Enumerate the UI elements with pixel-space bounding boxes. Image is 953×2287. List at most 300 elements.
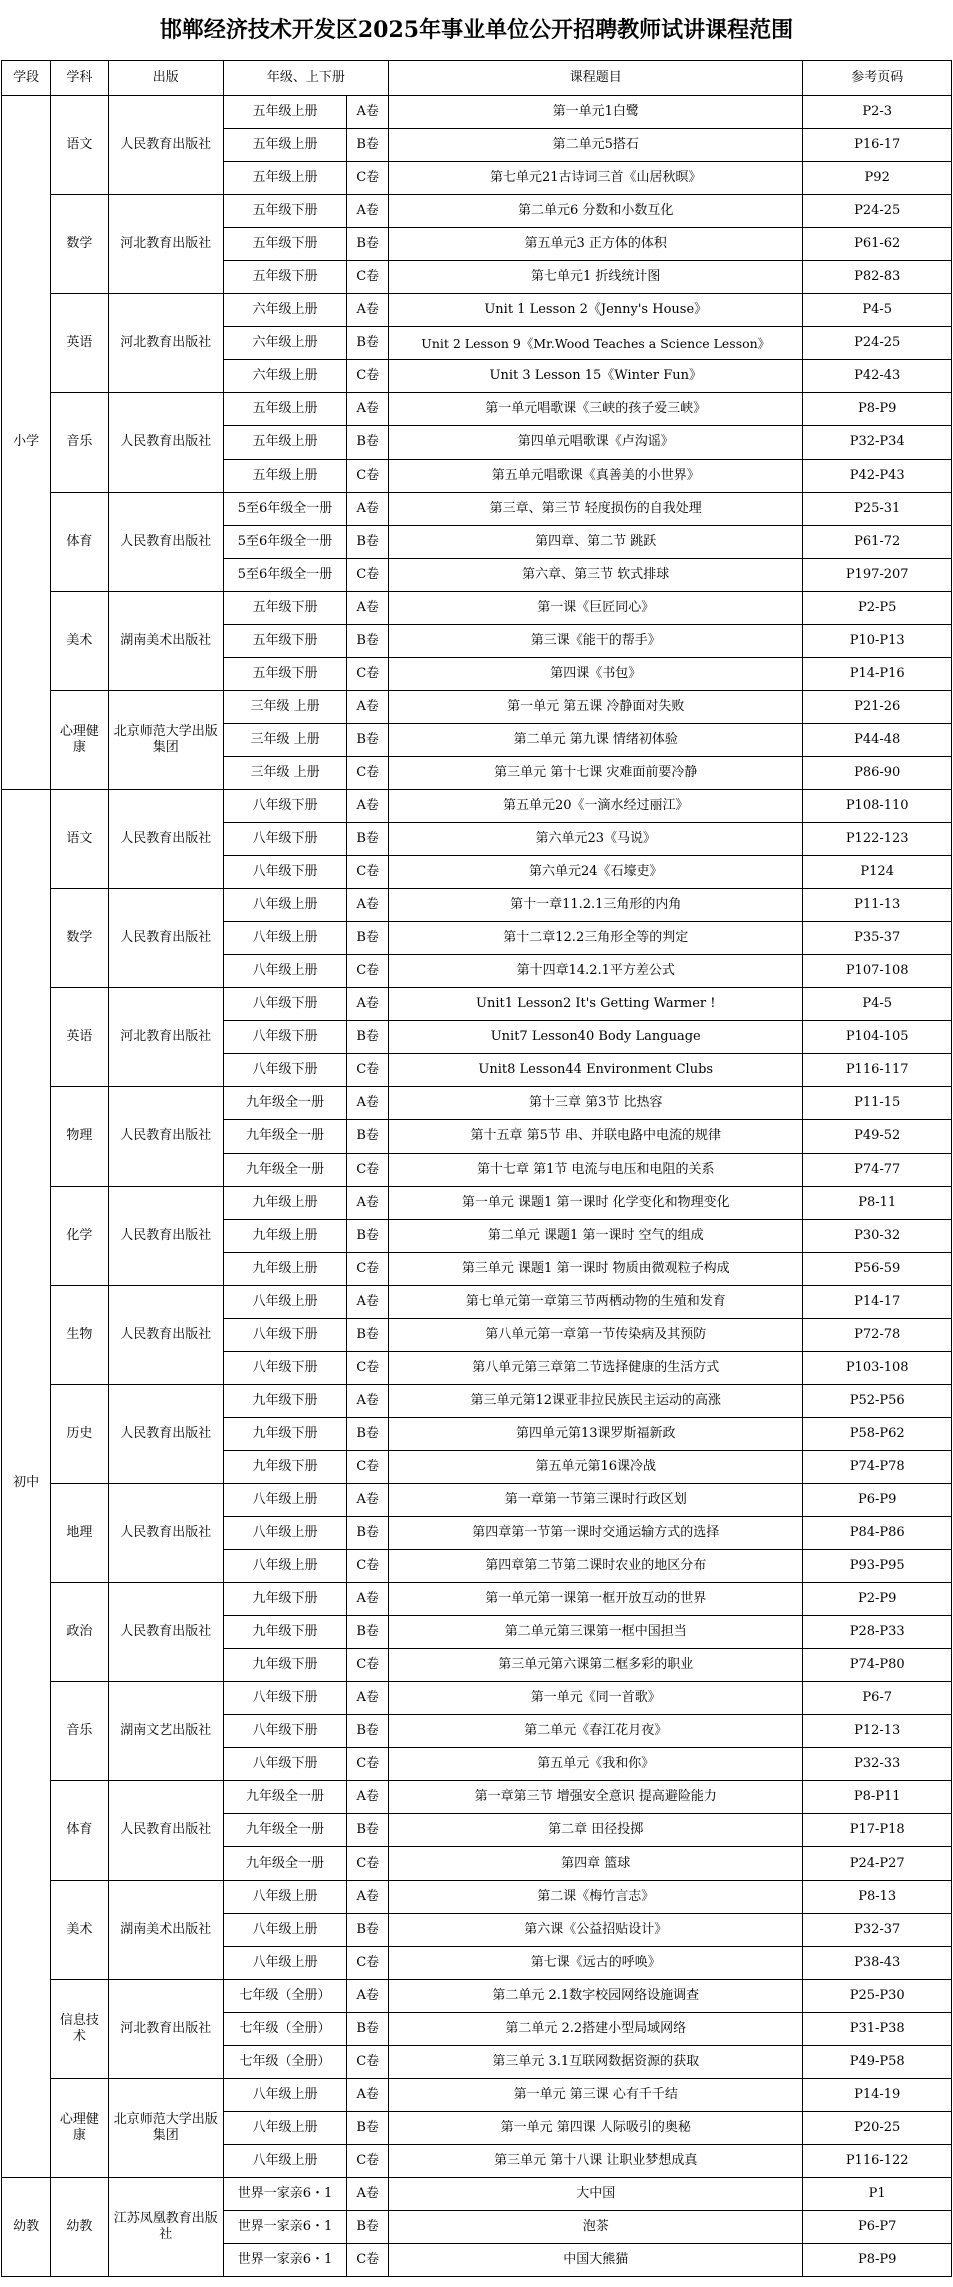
topic-cell: 第一单元唱歌课《三峡的孩子爱三峡》 bbox=[389, 393, 803, 426]
grade-cell: 八年级上册 bbox=[223, 1913, 346, 1946]
pages-cell: P74-77 bbox=[803, 1153, 952, 1186]
volume-cell: A卷 bbox=[347, 988, 389, 1021]
table-row bbox=[2, 96, 952, 129]
document-title: 邯郸经济技术开发区2025年事业单位公开招聘教师试讲课程范围 bbox=[159, 17, 794, 43]
pages-cell: P42-43 bbox=[803, 360, 952, 393]
topic-cell: 第五单元20《一滴水经过丽江》 bbox=[389, 789, 803, 822]
topic-cell: 第四章、第二节 跳跃 bbox=[389, 525, 803, 558]
volume-cell: C卷 bbox=[347, 1550, 389, 1583]
topic-cell: 第十五章 第5节 串、并联电路中电流的规律 bbox=[389, 1120, 803, 1153]
volume-cell: C卷 bbox=[347, 261, 389, 294]
grade-cell: 六年级上册 bbox=[223, 294, 346, 327]
volume-cell: A卷 bbox=[347, 393, 389, 426]
grade-cell: 八年级上册 bbox=[223, 889, 346, 922]
publisher-cell: 河北教育出版社 bbox=[108, 195, 223, 294]
topic-cell: 第五单元唱歌课《真善美的小世界》 bbox=[389, 459, 803, 492]
subject-cell: 美术 bbox=[51, 591, 109, 690]
topic-cell: 第四课《书包》 bbox=[389, 657, 803, 690]
topic-cell: 第二单元5搭石 bbox=[389, 129, 803, 162]
grade-cell: 八年级上册 bbox=[223, 955, 346, 988]
volume-cell: C卷 bbox=[347, 558, 389, 591]
publisher-cell: 人民教育出版社 bbox=[108, 393, 223, 492]
grade-cell: 八年级下册 bbox=[223, 1682, 346, 1715]
pages-cell: P31-P38 bbox=[803, 2012, 952, 2045]
volume-cell: A卷 bbox=[347, 1483, 389, 1516]
grade-cell: 五年级上册 bbox=[223, 129, 346, 162]
volume-cell: B卷 bbox=[347, 823, 389, 856]
publisher-cell: 河北教育出版社 bbox=[108, 988, 223, 1087]
grade-cell: 九年级全一册 bbox=[223, 1781, 346, 1814]
pages-cell: P28-P33 bbox=[803, 1616, 952, 1649]
table-row bbox=[2, 393, 952, 426]
grade-cell: 八年级下册 bbox=[223, 856, 346, 889]
pages-cell: P14-19 bbox=[803, 2078, 952, 2111]
grade-cell: 七年级（全册） bbox=[223, 2012, 346, 2045]
grade-cell: 5至6年级全一册 bbox=[223, 525, 346, 558]
volume-cell: A卷 bbox=[347, 1979, 389, 2012]
grade-cell: 九年级全一册 bbox=[223, 1120, 346, 1153]
pages-cell: P35-37 bbox=[803, 922, 952, 955]
pages-cell: P8-13 bbox=[803, 1880, 952, 1913]
topic-cell: 第三单元第六课第二框多彩的职业 bbox=[389, 1649, 803, 1682]
stage-cell: 初中 bbox=[2, 789, 51, 2177]
publisher-cell: 北京师范大学出版集团 bbox=[108, 2078, 223, 2177]
pages-cell: P52-P56 bbox=[803, 1384, 952, 1417]
pages-cell: P104-105 bbox=[803, 1021, 952, 1054]
pages-cell: P116-117 bbox=[803, 1054, 952, 1087]
volume-cell: B卷 bbox=[347, 129, 389, 162]
publisher-cell: 人民教育出版社 bbox=[108, 1583, 223, 1682]
pages-cell: P42-P43 bbox=[803, 459, 952, 492]
topic-cell: Unit 2 Lesson 9《Mr.Wood Teaches a Science Lesson》 bbox=[389, 327, 803, 360]
publisher-cell: 人民教育出版社 bbox=[108, 1186, 223, 1285]
pages-cell: P2-3 bbox=[803, 96, 952, 129]
volume-cell: B卷 bbox=[347, 922, 389, 955]
grade-cell: 七年级（全册） bbox=[223, 2045, 346, 2078]
topic-cell: 第七单元第一章第三节两栖动物的生殖和发育 bbox=[389, 1285, 803, 1318]
pages-cell: P8-P9 bbox=[803, 393, 952, 426]
pages-cell: P84-P86 bbox=[803, 1517, 952, 1550]
header-pages: 参考页码 bbox=[803, 61, 952, 96]
grade-cell: 九年级下册 bbox=[223, 1417, 346, 1450]
grade-cell: 九年级下册 bbox=[223, 1583, 346, 1616]
pages-cell: P24-25 bbox=[803, 195, 952, 228]
topic-cell: 第十三章 第3节 比热容 bbox=[389, 1087, 803, 1120]
publisher-cell: 人民教育出版社 bbox=[108, 1285, 223, 1384]
topic-cell: 第三课《能干的帮手》 bbox=[389, 624, 803, 657]
topic-cell: 第二章 田径投掷 bbox=[389, 1814, 803, 1847]
pages-cell: P8-P9 bbox=[803, 2244, 952, 2277]
pages-cell: P32-37 bbox=[803, 1913, 952, 1946]
topic-cell: 第二单元《春江花月夜》 bbox=[389, 1715, 803, 1748]
grade-cell: 五年级上册 bbox=[223, 459, 346, 492]
pages-cell: P25-P30 bbox=[803, 1979, 952, 2012]
table-row bbox=[2, 2177, 952, 2210]
topic-cell: 第十七章 第1节 电流与电压和电阻的关系 bbox=[389, 1153, 803, 1186]
topic-cell: Unit 1 Lesson 2《Jenny's House》 bbox=[389, 294, 803, 327]
topic-cell: 中国大熊猫 bbox=[389, 2244, 803, 2277]
subject-cell: 音乐 bbox=[51, 1682, 109, 1781]
stage-cell: 幼教 bbox=[2, 2177, 51, 2276]
grade-cell: 八年级下册 bbox=[223, 1351, 346, 1384]
pages-cell: P2-P9 bbox=[803, 1583, 952, 1616]
pages-cell: P197-207 bbox=[803, 558, 952, 591]
publisher-cell: 江苏凤凰教育出版社 bbox=[108, 2177, 223, 2276]
volume-cell: B卷 bbox=[347, 2111, 389, 2144]
pages-cell: P58-P62 bbox=[803, 1417, 952, 1450]
header-subject: 学科 bbox=[51, 61, 109, 96]
topic-cell: 第四章 篮球 bbox=[389, 1847, 803, 1880]
grade-cell: 八年级下册 bbox=[223, 1715, 346, 1748]
pages-cell: P4-5 bbox=[803, 294, 952, 327]
topic-cell: 第八单元第三章第二节选择健康的生活方式 bbox=[389, 1351, 803, 1384]
topic-cell: 第十二章12.2三角形全等的判定 bbox=[389, 922, 803, 955]
table-row bbox=[2, 1186, 952, 1219]
pages-cell: P21-26 bbox=[803, 690, 952, 723]
volume-cell: A卷 bbox=[347, 690, 389, 723]
table-row bbox=[2, 1979, 952, 2012]
topic-cell: 第一章第三节 增强安全意识 提高避险能力 bbox=[389, 1781, 803, 1814]
grade-cell: 八年级上册 bbox=[223, 922, 346, 955]
topic-cell: 第二单元第三课第一框中国担当 bbox=[389, 1616, 803, 1649]
table-row bbox=[2, 889, 952, 922]
table-row bbox=[2, 988, 952, 1021]
subject-cell: 数学 bbox=[51, 889, 109, 988]
volume-cell: C卷 bbox=[347, 756, 389, 789]
volume-cell: A卷 bbox=[347, 294, 389, 327]
volume-cell: C卷 bbox=[347, 2244, 389, 2277]
volume-cell: A卷 bbox=[347, 1285, 389, 1318]
topic-cell: 第一单元 第四课 人际吸引的奥秘 bbox=[389, 2111, 803, 2144]
table-row bbox=[2, 1483, 952, 1516]
volume-cell: B卷 bbox=[347, 1120, 389, 1153]
volume-cell: C卷 bbox=[347, 1649, 389, 1682]
volume-cell: B卷 bbox=[347, 1814, 389, 1847]
grade-cell: 九年级下册 bbox=[223, 1384, 346, 1417]
table-row bbox=[2, 1087, 952, 1120]
pages-cell: P12-13 bbox=[803, 1715, 952, 1748]
topic-cell: 第一单元1白鹭 bbox=[389, 96, 803, 129]
pages-cell: P11-15 bbox=[803, 1087, 952, 1120]
volume-cell: A卷 bbox=[347, 195, 389, 228]
volume-cell: A卷 bbox=[347, 2078, 389, 2111]
pages-cell: P38-43 bbox=[803, 1946, 952, 1979]
grade-cell: 八年级上册 bbox=[223, 1483, 346, 1516]
grade-cell: 九年级下册 bbox=[223, 1450, 346, 1483]
table-row bbox=[2, 1781, 952, 1814]
volume-cell: B卷 bbox=[347, 2012, 389, 2045]
volume-cell: C卷 bbox=[347, 2144, 389, 2177]
grade-cell: 五年级下册 bbox=[223, 624, 346, 657]
volume-cell: B卷 bbox=[347, 1219, 389, 1252]
topic-cell: 第三单元 课题1 第一课时 物质由微观粒子构成 bbox=[389, 1252, 803, 1285]
grade-cell: 九年级上册 bbox=[223, 1252, 346, 1285]
subject-cell: 美术 bbox=[51, 1880, 109, 1979]
pages-cell: P32-33 bbox=[803, 1748, 952, 1781]
topic-cell: 第六单元23《马说》 bbox=[389, 823, 803, 856]
grade-cell: 八年级下册 bbox=[223, 1748, 346, 1781]
grade-cell: 三年级 上册 bbox=[223, 690, 346, 723]
volume-cell: B卷 bbox=[347, 1021, 389, 1054]
volume-cell: B卷 bbox=[347, 1616, 389, 1649]
pages-cell: P44-48 bbox=[803, 723, 952, 756]
course-range-table bbox=[1, 60, 952, 2277]
grade-cell: 五年级下册 bbox=[223, 228, 346, 261]
pages-cell: P30-32 bbox=[803, 1219, 952, 1252]
topic-cell: 第一单元 课题1 第一课时 化学变化和物理变化 bbox=[389, 1186, 803, 1219]
topic-cell: 第一单元 第三课 心有千千结 bbox=[389, 2078, 803, 2111]
pages-cell: P6-P7 bbox=[803, 2211, 952, 2244]
grade-cell: 五年级下册 bbox=[223, 591, 346, 624]
grade-cell: 六年级上册 bbox=[223, 360, 346, 393]
grade-cell: 八年级上册 bbox=[223, 1285, 346, 1318]
topic-cell: 第三单元 第十八课 让职业梦想成真 bbox=[389, 2144, 803, 2177]
table-row bbox=[2, 789, 952, 822]
volume-cell: B卷 bbox=[347, 1318, 389, 1351]
pages-cell: P108-110 bbox=[803, 789, 952, 822]
pages-cell: P20-25 bbox=[803, 2111, 952, 2144]
topic-cell: 第三单元 第十七课 灾难面前要冷静 bbox=[389, 756, 803, 789]
grade-cell: 八年级上册 bbox=[223, 2111, 346, 2144]
volume-cell: C卷 bbox=[347, 459, 389, 492]
grade-cell: 九年级全一册 bbox=[223, 1087, 346, 1120]
subject-cell: 幼教 bbox=[51, 2177, 109, 2276]
pages-cell: P17-P18 bbox=[803, 1814, 952, 1847]
grade-cell: 五年级上册 bbox=[223, 96, 346, 129]
topic-cell: 第十一章11.2.1三角形的内角 bbox=[389, 889, 803, 922]
pages-cell: P82-83 bbox=[803, 261, 952, 294]
grade-cell: 九年级全一册 bbox=[223, 1814, 346, 1847]
volume-cell: A卷 bbox=[347, 789, 389, 822]
grade-cell: 六年级上册 bbox=[223, 327, 346, 360]
volume-cell: A卷 bbox=[347, 492, 389, 525]
table-row bbox=[2, 294, 952, 327]
topic-cell: 第六章、第三节 软式排球 bbox=[389, 558, 803, 591]
grade-cell: 八年级下册 bbox=[223, 789, 346, 822]
pages-cell: P116-122 bbox=[803, 2144, 952, 2177]
volume-cell: C卷 bbox=[347, 1054, 389, 1087]
pages-cell: P86-90 bbox=[803, 756, 952, 789]
volume-cell: A卷 bbox=[347, 2177, 389, 2210]
grade-cell: 八年级上册 bbox=[223, 1946, 346, 1979]
volume-cell: A卷 bbox=[347, 96, 389, 129]
volume-cell: A卷 bbox=[347, 1583, 389, 1616]
grade-cell: 八年级上册 bbox=[223, 1880, 346, 1913]
table-body bbox=[2, 96, 952, 2277]
volume-cell: A卷 bbox=[347, 1186, 389, 1219]
grade-cell: 五年级上册 bbox=[223, 162, 346, 195]
grade-cell: 八年级下册 bbox=[223, 1054, 346, 1087]
volume-cell: A卷 bbox=[347, 1384, 389, 1417]
topic-cell: 第一单元 第五课 冷静面对失败 bbox=[389, 690, 803, 723]
table-row bbox=[2, 1384, 952, 1417]
subject-cell: 英语 bbox=[51, 294, 109, 393]
grade-cell: 九年级下册 bbox=[223, 1649, 346, 1682]
subject-cell: 音乐 bbox=[51, 393, 109, 492]
subject-cell: 体育 bbox=[51, 492, 109, 591]
volume-cell: C卷 bbox=[347, 1252, 389, 1285]
pages-cell: P14-17 bbox=[803, 1285, 952, 1318]
topic-cell: 第四单元第13课罗斯福新政 bbox=[389, 1417, 803, 1450]
pages-cell: P14-P16 bbox=[803, 657, 952, 690]
table-row bbox=[2, 1880, 952, 1913]
topic-cell: Unit8 Lesson44 Environment Clubs bbox=[389, 1054, 803, 1087]
subject-cell: 政治 bbox=[51, 1583, 109, 1682]
volume-cell: C卷 bbox=[347, 1748, 389, 1781]
pages-cell: P74-P80 bbox=[803, 1649, 952, 1682]
grade-cell: 八年级上册 bbox=[223, 2078, 346, 2111]
grade-cell: 五年级下册 bbox=[223, 195, 346, 228]
subject-cell: 化学 bbox=[51, 1186, 109, 1285]
grade-cell: 九年级下册 bbox=[223, 1616, 346, 1649]
topic-cell: 第七单元1 折线统计图 bbox=[389, 261, 803, 294]
volume-cell: B卷 bbox=[347, 1715, 389, 1748]
subject-cell: 英语 bbox=[51, 988, 109, 1087]
header-grade: 年级、上下册 bbox=[223, 61, 388, 96]
topic-cell: 第一章第一节第三课时行政区划 bbox=[389, 1483, 803, 1516]
pages-cell: P56-59 bbox=[803, 1252, 952, 1285]
volume-cell: C卷 bbox=[347, 2045, 389, 2078]
volume-cell: C卷 bbox=[347, 1153, 389, 1186]
pages-cell: P25-31 bbox=[803, 492, 952, 525]
topic-cell: Unit 3 Lesson 15《Winter Fun》 bbox=[389, 360, 803, 393]
pages-cell: P49-P58 bbox=[803, 2045, 952, 2078]
topic-cell: 第七课《远古的呼唤》 bbox=[389, 1946, 803, 1979]
volume-cell: A卷 bbox=[347, 889, 389, 922]
subject-cell: 地理 bbox=[51, 1483, 109, 1582]
publisher-cell: 人民教育出版社 bbox=[108, 1087, 223, 1186]
topic-cell: 第三单元 3.1互联网数据资源的获取 bbox=[389, 2045, 803, 2078]
pages-cell: P32-P34 bbox=[803, 426, 952, 459]
grade-cell: 九年级上册 bbox=[223, 1219, 346, 1252]
table-row bbox=[2, 1583, 952, 1616]
subject-cell: 心理健康 bbox=[51, 2078, 109, 2177]
pages-cell: P92 bbox=[803, 162, 952, 195]
topic-cell: Unit1 Lesson2 It's Getting Warmer ! bbox=[389, 988, 803, 1021]
topic-cell: 第三单元第12课亚非拉民族民主运动的高涨 bbox=[389, 1384, 803, 1417]
volume-cell: C卷 bbox=[347, 856, 389, 889]
volume-cell: C卷 bbox=[347, 657, 389, 690]
topic-cell: 第六单元24《石壕吏》 bbox=[389, 856, 803, 889]
subject-cell: 历史 bbox=[51, 1384, 109, 1483]
publisher-cell: 人民教育出版社 bbox=[108, 492, 223, 591]
pages-cell: P2-P5 bbox=[803, 591, 952, 624]
grade-cell: 九年级全一册 bbox=[223, 1847, 346, 1880]
grade-cell: 世界一家亲6・1 bbox=[223, 2211, 346, 2244]
pages-cell: P8-11 bbox=[803, 1186, 952, 1219]
table-row bbox=[2, 195, 952, 228]
table-row bbox=[2, 1285, 952, 1318]
pages-cell: P74-P78 bbox=[803, 1450, 952, 1483]
volume-cell: B卷 bbox=[347, 426, 389, 459]
subject-cell: 物理 bbox=[51, 1087, 109, 1186]
table-row bbox=[2, 2078, 952, 2111]
publisher-cell: 湖南美术出版社 bbox=[108, 591, 223, 690]
publisher-cell: 北京师范大学出版集团 bbox=[108, 690, 223, 789]
volume-cell: C卷 bbox=[347, 1847, 389, 1880]
volume-cell: B卷 bbox=[347, 327, 389, 360]
table-row bbox=[2, 690, 952, 723]
volume-cell: B卷 bbox=[347, 723, 389, 756]
grade-cell: 八年级上册 bbox=[223, 1550, 346, 1583]
pages-cell: P49-52 bbox=[803, 1120, 952, 1153]
volume-cell: C卷 bbox=[347, 360, 389, 393]
volume-cell: C卷 bbox=[347, 1450, 389, 1483]
topic-cell: 第六课《公益招贴设计》 bbox=[389, 1913, 803, 1946]
topic-cell: 第八单元第一章第一节传染病及其预防 bbox=[389, 1318, 803, 1351]
pages-cell: P107-108 bbox=[803, 955, 952, 988]
grade-cell: 八年级下册 bbox=[223, 1318, 346, 1351]
stage-cell: 小学 bbox=[2, 96, 51, 790]
topic-cell: 第二单元 课题1 第一课时 空气的组成 bbox=[389, 1219, 803, 1252]
volume-cell: B卷 bbox=[347, 525, 389, 558]
volume-cell: C卷 bbox=[347, 1351, 389, 1384]
pages-cell: P24-P27 bbox=[803, 1847, 952, 1880]
pages-cell: P6-7 bbox=[803, 1682, 952, 1715]
topic-cell: 第七单元21古诗词三首《山居秋暝》 bbox=[389, 162, 803, 195]
volume-cell: B卷 bbox=[347, 228, 389, 261]
volume-cell: A卷 bbox=[347, 1781, 389, 1814]
volume-cell: B卷 bbox=[347, 2211, 389, 2244]
pages-cell: P122-123 bbox=[803, 823, 952, 856]
header-publisher: 出版 bbox=[108, 61, 223, 96]
table-row bbox=[2, 591, 952, 624]
topic-cell: Unit7 Lesson40 Body Language bbox=[389, 1021, 803, 1054]
grade-cell: 五年级下册 bbox=[223, 657, 346, 690]
volume-cell: B卷 bbox=[347, 624, 389, 657]
subject-cell: 数学 bbox=[51, 195, 109, 294]
volume-cell: A卷 bbox=[347, 1880, 389, 1913]
header-topic: 课程题目 bbox=[389, 61, 803, 96]
publisher-cell: 河北教育出版社 bbox=[108, 1979, 223, 2078]
grade-cell: 九年级全一册 bbox=[223, 1153, 346, 1186]
pages-cell: P24-25 bbox=[803, 327, 952, 360]
publisher-cell: 河北教育出版社 bbox=[108, 294, 223, 393]
pages-cell: P16-17 bbox=[803, 129, 952, 162]
publisher-cell: 人民教育出版社 bbox=[108, 1483, 223, 1582]
pages-cell: P4-5 bbox=[803, 988, 952, 1021]
pages-cell: P61-72 bbox=[803, 525, 952, 558]
grade-cell: 八年级下册 bbox=[223, 823, 346, 856]
topic-cell: 第二单元 2.1数字校园网络设施调查 bbox=[389, 1979, 803, 2012]
grade-cell: 七年级（全册） bbox=[223, 1979, 346, 2012]
pages-cell: P8-P11 bbox=[803, 1781, 952, 1814]
topic-cell: 第四章第二节第二课时农业的地区分布 bbox=[389, 1550, 803, 1583]
topic-cell: 第五单元第16课冷战 bbox=[389, 1450, 803, 1483]
subject-cell: 体育 bbox=[51, 1781, 109, 1880]
grade-cell: 八年级上册 bbox=[223, 1517, 346, 1550]
grade-cell: 世界一家亲6・1 bbox=[223, 2244, 346, 2277]
volume-cell: A卷 bbox=[347, 591, 389, 624]
topic-cell: 第二课《梅竹言志》 bbox=[389, 1880, 803, 1913]
grade-cell: 世界一家亲6・1 bbox=[223, 2177, 346, 2210]
pages-cell: P61-62 bbox=[803, 228, 952, 261]
pages-cell: P72-78 bbox=[803, 1318, 952, 1351]
volume-cell: A卷 bbox=[347, 1682, 389, 1715]
pages-cell: P1 bbox=[803, 2177, 952, 2210]
grade-cell: 五年级上册 bbox=[223, 393, 346, 426]
subject-cell: 生物 bbox=[51, 1285, 109, 1384]
subject-cell: 语文 bbox=[51, 96, 109, 195]
topic-cell: 第二单元6 分数和小数互化 bbox=[389, 195, 803, 228]
topic-cell: 第十四章14.2.1平方差公式 bbox=[389, 955, 803, 988]
grade-cell: 九年级上册 bbox=[223, 1186, 346, 1219]
header-stage: 学段 bbox=[2, 61, 51, 96]
topic-cell: 第一课《巨匠同心》 bbox=[389, 591, 803, 624]
topic-cell: 第五单元《我和你》 bbox=[389, 1748, 803, 1781]
pages-cell: P6-P9 bbox=[803, 1483, 952, 1516]
subject-cell: 信息技术 bbox=[51, 1979, 109, 2078]
